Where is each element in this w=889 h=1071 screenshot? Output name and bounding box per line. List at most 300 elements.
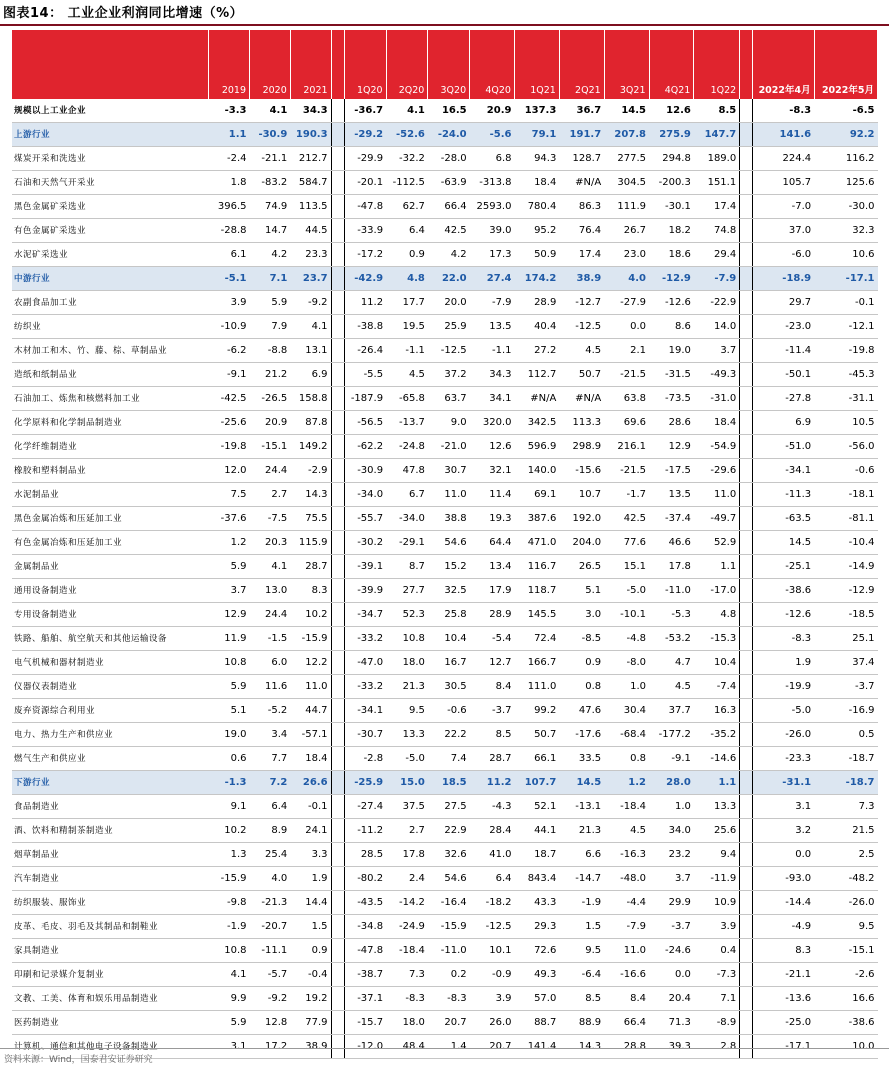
row-label: 造纸和纸制品业 — [12, 363, 209, 387]
value-cell: 63.7 — [428, 387, 470, 411]
value-cell: -1.9 — [559, 891, 604, 915]
value-cell: -25.6 — [209, 411, 250, 435]
table-row — [12, 411, 878, 435]
value-cell: 21.2 — [250, 363, 291, 387]
value-cell: -7.5 — [250, 507, 291, 531]
value-cell: 320.0 — [470, 411, 515, 435]
value-cell: 304.5 — [604, 171, 649, 195]
table-row — [12, 579, 878, 603]
header-col: 2022年5月 — [814, 30, 877, 99]
column-gap — [331, 507, 344, 531]
table-row — [12, 819, 878, 843]
column-gap — [331, 891, 344, 915]
value-cell: -39.1 — [344, 555, 386, 579]
value-cell: 1.0 — [604, 675, 649, 699]
value-cell: 2.4 — [386, 867, 428, 891]
value-cell: 24.4 — [250, 459, 291, 483]
value-cell: 17.2 — [250, 1035, 291, 1059]
value-cell: 49.3 — [514, 963, 559, 987]
value-cell: -25.1 — [753, 555, 814, 579]
value-cell: 12.6 — [470, 435, 515, 459]
value-cell: 113.3 — [559, 411, 604, 435]
column-gap — [331, 123, 344, 147]
value-cell: -4.8 — [604, 627, 649, 651]
value-cell: -7.3 — [694, 963, 740, 987]
value-cell: -0.1 — [290, 795, 331, 819]
value-cell: -34.0 — [386, 507, 428, 531]
value-cell: 76.4 — [559, 219, 604, 243]
value-cell: -39.9 — [344, 579, 386, 603]
value-cell: -15.3 — [694, 627, 740, 651]
column-gap — [331, 363, 344, 387]
value-cell: -15.6 — [559, 459, 604, 483]
value-cell: -4.4 — [604, 891, 649, 915]
value-cell: 10.6 — [814, 243, 877, 267]
column-gap — [331, 483, 344, 507]
value-cell: 1.3 — [209, 843, 250, 867]
section-row — [12, 123, 878, 147]
value-cell: -5.2 — [250, 699, 291, 723]
value-cell: 8.6 — [649, 315, 694, 339]
value-cell: -15.9 — [428, 915, 470, 939]
value-cell: 6.8 — [470, 147, 515, 171]
value-cell: 63.8 — [604, 387, 649, 411]
value-cell: -30.0 — [814, 195, 877, 219]
column-gap — [331, 747, 344, 771]
value-cell: -29.9 — [344, 147, 386, 171]
value-cell: -35.2 — [694, 723, 740, 747]
value-cell: -28.0 — [428, 147, 470, 171]
value-cell: 21.5 — [814, 819, 877, 843]
table-row — [12, 531, 878, 555]
value-cell: 128.7 — [559, 147, 604, 171]
value-cell: 28.7 — [470, 747, 515, 771]
value-cell: -12.9 — [814, 579, 877, 603]
value-cell: 0.5 — [814, 723, 877, 747]
value-cell: 72.6 — [514, 939, 559, 963]
value-cell: -17.1 — [753, 1035, 814, 1059]
column-gap — [331, 387, 344, 411]
value-cell: -7.9 — [604, 915, 649, 939]
value-cell: 22.9 — [428, 819, 470, 843]
column-gap — [331, 1011, 344, 1035]
value-cell: 87.8 — [290, 411, 331, 435]
column-gap — [331, 699, 344, 723]
table-row — [12, 363, 878, 387]
value-cell: 7.3 — [814, 795, 877, 819]
value-cell: 26.0 — [470, 1011, 515, 1035]
value-cell: 26.5 — [559, 555, 604, 579]
value-cell: -54.9 — [694, 435, 740, 459]
column-gap — [740, 219, 753, 243]
value-cell: -19.8 — [814, 339, 877, 363]
header-col: 2021 — [290, 30, 331, 99]
value-cell: 25.9 — [428, 315, 470, 339]
column-gap — [740, 651, 753, 675]
table-row — [12, 675, 878, 699]
value-cell: 216.1 — [604, 435, 649, 459]
table-row — [12, 795, 878, 819]
value-cell: -38.8 — [344, 315, 386, 339]
value-cell: 39.3 — [649, 1035, 694, 1059]
value-cell: -43.5 — [344, 891, 386, 915]
value-cell: 0.0 — [604, 315, 649, 339]
table-row — [12, 747, 878, 771]
value-cell: 29.9 — [649, 891, 694, 915]
column-gap — [740, 243, 753, 267]
value-cell: -8.9 — [694, 1011, 740, 1035]
value-cell: -29.1 — [386, 531, 428, 555]
value-cell: -3.7 — [814, 675, 877, 699]
value-cell: 24.1 — [290, 819, 331, 843]
table-row — [12, 627, 878, 651]
value-cell: 32.6 — [428, 843, 470, 867]
value-cell: -31.1 — [814, 387, 877, 411]
value-cell: 12.7 — [470, 651, 515, 675]
column-gap — [331, 219, 344, 243]
column-gap — [740, 939, 753, 963]
column-gap — [331, 291, 344, 315]
value-cell: 192.0 — [559, 507, 604, 531]
value-cell: -14.4 — [753, 891, 814, 915]
value-cell: 8.3 — [290, 579, 331, 603]
value-cell: -28.8 — [209, 219, 250, 243]
value-cell: -5.5 — [344, 363, 386, 387]
value-cell: 3.1 — [209, 1035, 250, 1059]
value-cell: -17.5 — [649, 459, 694, 483]
value-cell: 72.4 — [514, 627, 559, 651]
value-cell: 46.6 — [649, 531, 694, 555]
row-label: 纺织服装、服饰业 — [12, 891, 209, 915]
value-cell: 15.0 — [386, 771, 428, 795]
table-row — [12, 723, 878, 747]
value-cell: 6.4 — [470, 867, 515, 891]
value-cell: -12.0 — [344, 1035, 386, 1059]
row-label: 食品制造业 — [12, 795, 209, 819]
value-cell: -5.0 — [753, 699, 814, 723]
row-label: 电气机械和器材制造业 — [12, 651, 209, 675]
table-row — [12, 555, 878, 579]
value-cell: -21.1 — [753, 963, 814, 987]
value-cell: 4.1 — [250, 555, 291, 579]
table-row — [12, 483, 878, 507]
column-gap — [331, 819, 344, 843]
value-cell: -3.7 — [649, 915, 694, 939]
value-cell: 4.5 — [386, 363, 428, 387]
value-cell: -16.3 — [604, 843, 649, 867]
row-label: 烟草制品业 — [12, 843, 209, 867]
value-cell: -68.4 — [604, 723, 649, 747]
value-cell: 17.8 — [386, 843, 428, 867]
value-cell: 9.5 — [559, 939, 604, 963]
value-cell: 75.5 — [290, 507, 331, 531]
value-cell: 86.3 — [559, 195, 604, 219]
header-gap — [740, 30, 753, 99]
value-cell: 174.2 — [514, 267, 559, 291]
column-gap — [331, 435, 344, 459]
table-body — [12, 99, 878, 1059]
value-cell: -5.6 — [470, 123, 515, 147]
value-cell: 10.7 — [559, 483, 604, 507]
row-label: 皮革、毛皮、羽毛及其制品和制鞋业 — [12, 915, 209, 939]
header-col: 2020 — [250, 30, 291, 99]
value-cell: 37.2 — [428, 363, 470, 387]
value-cell: 13.0 — [250, 579, 291, 603]
value-cell: 10.2 — [290, 603, 331, 627]
value-cell: 41.0 — [470, 843, 515, 867]
value-cell: 37.0 — [753, 219, 814, 243]
value-cell: 11.2 — [344, 291, 386, 315]
value-cell: -13.6 — [753, 987, 814, 1011]
value-cell: 141.6 — [753, 123, 814, 147]
value-cell: 1.2 — [604, 771, 649, 795]
table-row — [12, 435, 878, 459]
value-cell: 4.2 — [428, 243, 470, 267]
value-cell: -200.3 — [649, 171, 694, 195]
value-cell: -10.1 — [604, 603, 649, 627]
row-label: 专用设备制造业 — [12, 603, 209, 627]
value-cell: 18.4 — [694, 411, 740, 435]
value-cell: -11.2 — [344, 819, 386, 843]
value-cell: -11.0 — [649, 579, 694, 603]
column-gap — [740, 987, 753, 1011]
value-cell: -55.7 — [344, 507, 386, 531]
value-cell: 0.0 — [649, 963, 694, 987]
table-row — [12, 99, 878, 123]
value-cell: 3.7 — [649, 867, 694, 891]
value-cell: 52.3 — [386, 603, 428, 627]
value-cell: 20.4 — [649, 987, 694, 1011]
value-cell: 28.7 — [290, 555, 331, 579]
value-cell: 3.9 — [209, 291, 250, 315]
value-cell: -5.0 — [604, 579, 649, 603]
column-gap — [331, 147, 344, 171]
value-cell: 140.0 — [514, 459, 559, 483]
value-cell: 7.1 — [694, 987, 740, 1011]
value-cell: -56.0 — [814, 435, 877, 459]
value-cell: 11.0 — [694, 483, 740, 507]
value-cell: 16.7 — [428, 651, 470, 675]
value-cell: 22.0 — [428, 267, 470, 291]
value-cell: 2593.0 — [470, 195, 515, 219]
value-cell: -18.2 — [470, 891, 515, 915]
value-cell: 0.9 — [290, 939, 331, 963]
value-cell: 5.1 — [559, 579, 604, 603]
row-label: 木材加工和木、竹、藤、棕、草制品业 — [12, 339, 209, 363]
value-cell: 342.5 — [514, 411, 559, 435]
value-cell: 14.4 — [290, 891, 331, 915]
value-cell: 8.5 — [559, 987, 604, 1011]
value-cell: 71.3 — [649, 1011, 694, 1035]
value-cell: -7.0 — [753, 195, 814, 219]
value-cell: -313.8 — [470, 171, 515, 195]
value-cell: 0.2 — [428, 963, 470, 987]
value-cell: -30.9 — [250, 123, 291, 147]
value-cell: 3.4 — [250, 723, 291, 747]
table-row — [12, 1011, 878, 1035]
value-cell: 4.5 — [649, 675, 694, 699]
value-cell: 26.7 — [604, 219, 649, 243]
value-cell: 6.6 — [559, 843, 604, 867]
value-cell: 66.4 — [604, 1011, 649, 1035]
value-cell: 1.5 — [559, 915, 604, 939]
value-cell: 6.7 — [386, 483, 428, 507]
table-row — [12, 339, 878, 363]
value-cell: 28.8 — [604, 1035, 649, 1059]
value-cell: 11.0 — [290, 675, 331, 699]
value-cell: 64.4 — [470, 531, 515, 555]
header-col: 2019 — [209, 30, 250, 99]
column-gap — [331, 171, 344, 195]
value-cell: 27.7 — [386, 579, 428, 603]
value-cell: 19.3 — [470, 507, 515, 531]
value-cell: 10.5 — [814, 411, 877, 435]
value-cell: 11.2 — [470, 771, 515, 795]
value-cell: 2.8 — [694, 1035, 740, 1059]
value-cell: -29.6 — [694, 459, 740, 483]
row-label: 有色金属冶炼和压延加工业 — [12, 531, 209, 555]
value-cell: 275.9 — [649, 123, 694, 147]
value-cell: 298.9 — [559, 435, 604, 459]
value-cell: 44.1 — [514, 819, 559, 843]
value-cell: 38.9 — [290, 1035, 331, 1059]
value-cell: -2.4 — [209, 147, 250, 171]
value-cell: -8.3 — [753, 627, 814, 651]
row-label: 医药制造业 — [12, 1011, 209, 1035]
row-label: 水泥制品业 — [12, 483, 209, 507]
value-cell: -18.4 — [386, 939, 428, 963]
value-cell: 4.2 — [250, 243, 291, 267]
column-gap — [740, 675, 753, 699]
value-cell: 12.9 — [209, 603, 250, 627]
value-cell: 8.9 — [250, 819, 291, 843]
value-cell: 23.3 — [290, 243, 331, 267]
column-gap — [740, 819, 753, 843]
value-cell: 29.7 — [753, 291, 814, 315]
value-cell: -18.9 — [753, 267, 814, 291]
value-cell: 69.1 — [514, 483, 559, 507]
value-cell: 5.9 — [209, 1011, 250, 1035]
value-cell: 4.1 — [250, 99, 291, 123]
value-cell: 34.1 — [470, 387, 515, 411]
column-gap — [740, 603, 753, 627]
value-cell: 30.4 — [604, 699, 649, 723]
value-cell: 189.0 — [694, 147, 740, 171]
value-cell: 32.1 — [470, 459, 515, 483]
value-cell: 9.4 — [694, 843, 740, 867]
value-cell: -12.5 — [559, 315, 604, 339]
profit-growth-table — [12, 30, 878, 1059]
value-cell: 29.3 — [514, 915, 559, 939]
value-cell: -33.2 — [344, 675, 386, 699]
value-cell: 13.3 — [694, 795, 740, 819]
value-cell: 11.0 — [428, 483, 470, 507]
row-label: 印刷和记录媒介复制业 — [12, 963, 209, 987]
table-row — [12, 891, 878, 915]
table-row — [12, 699, 878, 723]
value-cell: 212.7 — [290, 147, 331, 171]
value-cell: 111.9 — [604, 195, 649, 219]
value-cell: -112.5 — [386, 171, 428, 195]
value-cell: -20.1 — [344, 171, 386, 195]
column-gap — [331, 675, 344, 699]
value-cell: -30.2 — [344, 531, 386, 555]
value-cell: -30.7 — [344, 723, 386, 747]
value-cell: -38.7 — [344, 963, 386, 987]
value-cell: 37.5 — [386, 795, 428, 819]
value-cell: 50.9 — [514, 243, 559, 267]
value-cell: -15.9 — [209, 867, 250, 891]
value-cell: 25.1 — [814, 627, 877, 651]
value-cell: -23.0 — [753, 315, 814, 339]
value-cell: 16.5 — [428, 99, 470, 123]
value-cell: -33.9 — [344, 219, 386, 243]
row-label: 通用设备制造业 — [12, 579, 209, 603]
value-cell: -21.1 — [250, 147, 291, 171]
value-cell: 79.1 — [514, 123, 559, 147]
value-cell: 149.2 — [290, 435, 331, 459]
value-cell: -16.4 — [428, 891, 470, 915]
header-blank — [12, 30, 209, 99]
value-cell: -29.2 — [344, 123, 386, 147]
value-cell: 6.4 — [386, 219, 428, 243]
value-cell: -14.2 — [386, 891, 428, 915]
value-cell: 11.0 — [604, 939, 649, 963]
row-label: 废弃资源综合利用业 — [12, 699, 209, 723]
value-cell: -9.1 — [649, 747, 694, 771]
value-cell: 0.9 — [559, 651, 604, 675]
value-cell: 15.2 — [428, 555, 470, 579]
value-cell: 14.5 — [604, 99, 649, 123]
column-gap — [740, 363, 753, 387]
value-cell: 18.0 — [386, 1011, 428, 1035]
value-cell: -8.5 — [559, 627, 604, 651]
value-cell: 14.3 — [559, 1035, 604, 1059]
table-row — [12, 915, 878, 939]
value-cell: -8.0 — [604, 651, 649, 675]
value-cell: -26.4 — [344, 339, 386, 363]
value-cell: -47.8 — [344, 939, 386, 963]
column-gap — [740, 915, 753, 939]
value-cell: 8.5 — [470, 723, 515, 747]
value-cell: -0.6 — [428, 699, 470, 723]
value-cell: 38.8 — [428, 507, 470, 531]
value-cell: 16.6 — [814, 987, 877, 1011]
row-label: 仪器仪表制造业 — [12, 675, 209, 699]
column-gap — [331, 963, 344, 987]
value-cell: 10.2 — [209, 819, 250, 843]
value-cell: -24.9 — [386, 915, 428, 939]
value-cell: -45.3 — [814, 363, 877, 387]
value-cell: -5.3 — [649, 603, 694, 627]
row-label: 酒、饮料和精制茶制造业 — [12, 819, 209, 843]
value-cell: -15.7 — [344, 1011, 386, 1035]
value-cell: 20.3 — [250, 531, 291, 555]
value-cell: -52.6 — [386, 123, 428, 147]
row-label: 文教、工美、体育和娱乐用品制造业 — [12, 987, 209, 1011]
column-gap — [331, 459, 344, 483]
value-cell: 21.3 — [386, 675, 428, 699]
value-cell: 33.5 — [559, 747, 604, 771]
row-label: 黑色金属矿采选业 — [12, 195, 209, 219]
value-cell: -8.3 — [386, 987, 428, 1011]
value-cell: -50.1 — [753, 363, 814, 387]
table-row — [12, 147, 878, 171]
value-cell: -3.3 — [209, 99, 250, 123]
row-label: 汽车制造业 — [12, 867, 209, 891]
value-cell: -11.9 — [694, 867, 740, 891]
value-cell: 20.7 — [470, 1035, 515, 1059]
